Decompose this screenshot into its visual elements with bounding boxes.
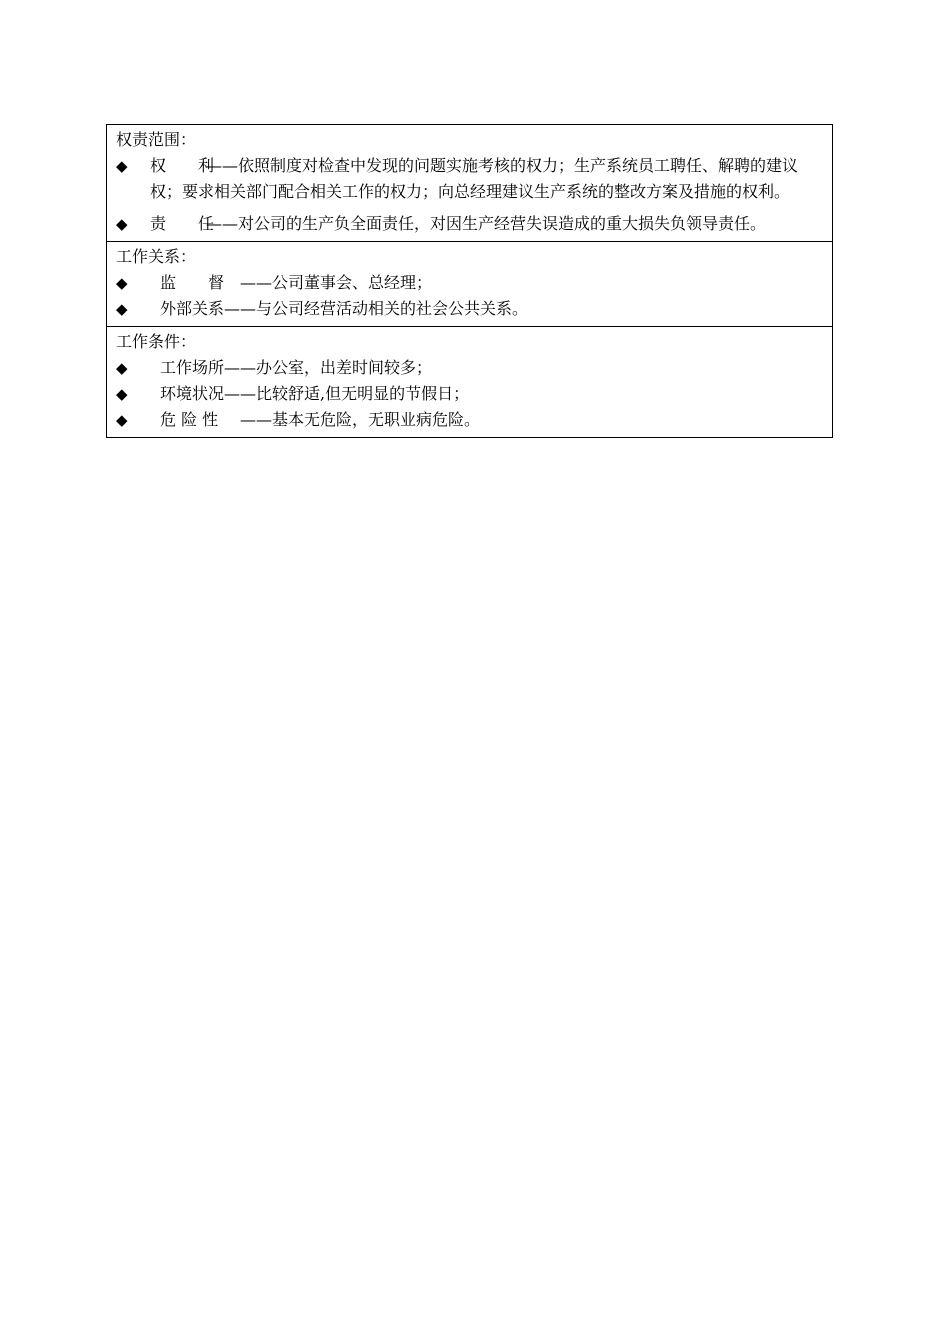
item-description: ——比较舒适,但无明显的节假日； [224,384,470,403]
list-item [116,211,822,237]
list-item [116,296,822,322]
diamond-bullet-icon: ◆ [116,274,128,292]
item-term: 权 利 [150,156,215,175]
diamond-bullet-icon: ◆ [116,215,128,233]
responsibility-scope-section [107,125,832,241]
diamond-bullet-icon: ◆ [116,300,128,318]
diamond-bullet-icon: ◆ [116,157,128,175]
section-title: 权责范围： [116,130,197,149]
diamond-bullet-icon: ◆ [116,359,128,377]
list-item [116,270,822,296]
list-item [116,407,822,433]
item-term: 危 险 性 [160,410,219,429]
item-description: ——依照制度对检查中发现的问题实施考核的权力；生产系统员工聘任、解聘的建议权；要求相关部门配合相关工作的权力；向总经理建议生产系统的整改方案及措施的权利。 [150,156,799,201]
item-description: ——公司董事会、总经理； [240,273,433,292]
list-item [116,355,822,381]
item-description: ——办公室，出差时间较多； [224,358,433,377]
diamond-bullet-icon: ◆ [116,411,128,429]
item-term: 环境状况 [160,384,225,403]
list-item [116,153,822,205]
item-term: 责 任 [150,214,215,233]
section-title: 工作关系： [116,247,197,266]
job-description-table [106,124,833,438]
item-description: ——基本无危险，无职业病危险。 [240,410,481,429]
item-term: 工作场所 [160,358,225,377]
work-relations-section [107,241,832,326]
item-term: 外部关系 [160,299,225,318]
section-title: 工作条件： [116,332,197,351]
item-description: ——对公司的生产负全面责任，对因生产经营失误造成的重大损失负领导责任。 [206,214,767,233]
list-item [116,381,822,407]
work-conditions-section [107,326,832,437]
item-description: ——与公司经营活动相关的社会公共关系。 [224,299,529,318]
item-term: 监 督 [160,273,225,292]
diamond-bullet-icon: ◆ [116,385,128,403]
